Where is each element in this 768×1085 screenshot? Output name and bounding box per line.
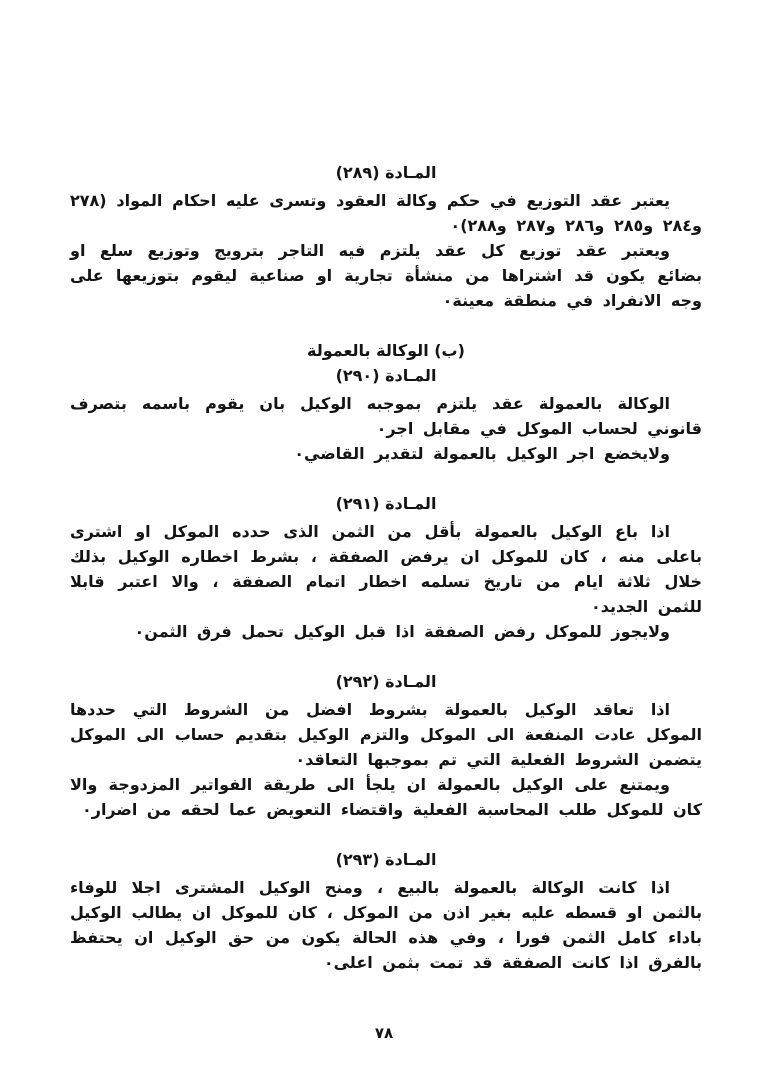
article-290 <box>70 363 702 466</box>
article-291-paragraph-1: اذا باع الوكيل بالعمولة بأقل من الثمن الذى حدده الموكل او اشترى باعلى منه ، كان للموكل ان يرفض الصفقة ، بشرط اخطاره الوكيل بذلك خلال ثلاثة ايام من تاريخ تسلمه اخطار اتمام الصفقة ، والا اعتبر قابلا للثمن الجديد٠ <box>70 522 702 616</box>
page-number: ٧٨ <box>374 1024 394 1042</box>
article-291-heading: المـادة (٢٩١) <box>335 494 437 513</box>
article-289-paragraph-1: يعتبر عقد التوزيع في حكم وكالة العقود وتسرى عليه احكام المواد (٢٧٨ و٢٨٤ و٢٨٥ و٢٨٦ و٢٨٧ و٢٨٨)٠ <box>70 191 702 235</box>
article-290-paragraph-2: ولايخضع اجر الوكيل بالعمولة لتقدير القاضي٠ <box>294 444 670 463</box>
page-content <box>70 160 702 1000</box>
article-293-heading: المـادة (٢٩٣) <box>335 850 437 869</box>
article-292-paragraph-1: اذا تعاقد الوكيل بالعمولة بشروط افضل من الشروط التي حددها الموكل عادت المنفعة الى الموكل والتزم الوكيل بتقديم حساب الى الموكل يتضمن الشروط الفعلية التي تم بموجبها التعاقد٠ <box>70 700 702 769</box>
article-292-paragraph-2: ويمتنع على الوكيل بالعمولة ان يلجأ الى طريقة الفواتير المزدوجة والا كان للموكل طلب المحاسبة الفعلية واقتضاء التعويض عما لحقه من اضرار٠ <box>70 775 702 819</box>
article-289 <box>70 160 702 313</box>
article-292 <box>70 669 702 822</box>
article-293 <box>70 847 702 975</box>
section-b-title: (ب) الوكالة بالعمولة <box>307 341 465 360</box>
article-292-heading: المـادة (٢٩٢) <box>335 672 437 691</box>
article-293-paragraph-1: اذا كانت الوكالة بالعمولة بالبيع ، ومنح الوكيل المشترى اجلا للوفاء بالثمن او قسطه عليه بغير اذن من الموكل ، كان للموكل ان يطالب الوكيل باداء كامل الثمن فورا ، وفي هذه الحالة يكون من حق الوكيل ان يحتفظ بالفرق اذا كانت الصفقة قد تمت بثمن اعلى٠ <box>70 878 702 972</box>
article-290-heading: المـادة (٢٩٠) <box>335 366 437 385</box>
article-291 <box>70 491 702 644</box>
article-291-paragraph-2: ولايجوز للموكل رفض الصفقة اذا قبل الوكيل تحمل فرق الثمن٠ <box>134 622 670 641</box>
article-289-paragraph-2: ويعتبر عقد توزيع كل عقد يلتزم فيه التاجر بترويج وتوزيع سلع او بضائع يكون قد اشتراها من منشأة تجارية او صناعية ليقوم بتوزيعها على وجه الانفراد في منطقة معينة٠ <box>70 241 702 310</box>
article-289-heading: المـادة (٢٨٩) <box>335 163 437 182</box>
article-290-paragraph-1: الوكالة بالعمولة عقد يلتزم بموجبه الوكيل بان يقوم باسمه بتصرف قانوني لحساب الموكل في مقابل اجر٠ <box>70 394 702 438</box>
